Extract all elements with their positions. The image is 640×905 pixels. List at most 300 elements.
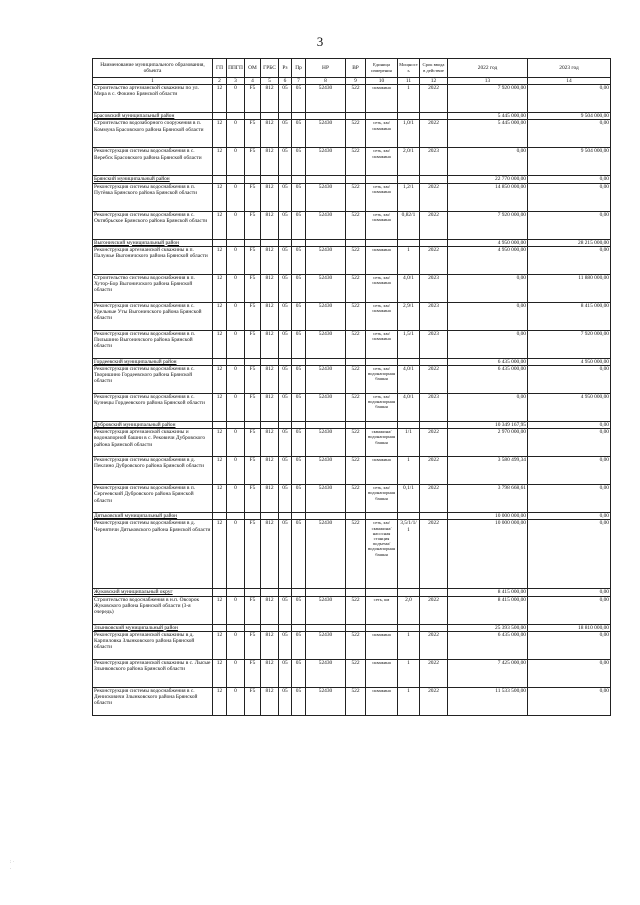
table-cell: 6 435 000,00	[448, 358, 528, 365]
table-cell: 52430	[306, 429, 346, 457]
table-cell	[292, 589, 306, 596]
table-cell: 0	[227, 394, 245, 422]
table-cell: 2022	[420, 366, 448, 394]
table-cell: 28 215 000,00	[528, 239, 611, 246]
object-name: Реконструкция системы водоснабжения в с. Веребск Брасовского района Брянской области	[93, 148, 213, 176]
table-cell: 12	[213, 148, 227, 176]
object-name: Строительство системы водоснабжения в п. Хутор-Бор Выгоничского района Брянской области	[93, 274, 213, 302]
table-cell: 1,0/1	[398, 120, 420, 148]
table-cell: 52430	[306, 85, 346, 113]
table-cell	[346, 358, 366, 365]
column-number: 7	[292, 78, 306, 85]
table-cell: 522	[346, 631, 366, 659]
table-cell	[245, 422, 261, 429]
table-cell: 812	[261, 274, 279, 302]
table-cell: скважина/водонапорная башня	[366, 429, 398, 457]
object-name: Реконструкция системы водоснабжения в с. Творишино Гордеевского района Брянской области	[93, 366, 213, 394]
table-cell: 8 415 000,00	[448, 589, 528, 596]
table-cell: 52430	[306, 659, 346, 687]
table-cell: 05	[292, 330, 306, 358]
table-cell: 52430	[306, 330, 346, 358]
table-cell: 4 950 000,00	[448, 239, 528, 246]
table-cell: 0,1/1	[398, 485, 420, 513]
table-cell: 2022	[420, 429, 448, 457]
table-cell: 52430	[306, 394, 346, 422]
table-cell: 10 000 000,00	[448, 513, 528, 520]
table-cell: 12	[213, 429, 227, 457]
table-cell: 52430	[306, 274, 346, 302]
district-row	[93, 113, 611, 120]
table-cell: 12	[213, 485, 227, 513]
table-cell: 812	[261, 631, 279, 659]
table-cell	[261, 589, 279, 596]
column-header: Наименование муниципального образования, объекта	[93, 59, 213, 78]
table-cell: 05	[279, 520, 292, 589]
table-cell: 05	[279, 302, 292, 330]
table-cell: 05	[292, 148, 306, 176]
table-row	[93, 302, 611, 330]
column-header: ГП	[213, 59, 227, 78]
table-cell	[346, 113, 366, 120]
table-cell: 522	[346, 366, 366, 394]
table-row	[93, 330, 611, 358]
column-number: 8	[306, 78, 346, 85]
table-cell: 0	[227, 520, 245, 589]
table-cell: 11 880 000,00	[528, 274, 611, 302]
table-cell: 4,0/1	[398, 394, 420, 422]
table-cell: 0,00	[448, 302, 528, 330]
table-cell: сеть, км	[366, 596, 398, 624]
district-row	[93, 239, 611, 246]
table-cell: 0	[227, 274, 245, 302]
table-cell: 812	[261, 211, 279, 239]
table-cell: сеть, км/водонапорная башня	[366, 485, 398, 513]
table-cell: F5	[245, 520, 261, 589]
table-cell: 52430	[306, 520, 346, 589]
table-cell: 12	[213, 85, 227, 113]
table-cell	[213, 422, 227, 429]
table-cell: 12	[213, 330, 227, 358]
table-row	[93, 520, 611, 589]
table-cell: сеть, км/скважина	[366, 183, 398, 211]
table-cell: 12	[213, 596, 227, 624]
table-cell: 812	[261, 120, 279, 148]
column-number: 1	[93, 78, 213, 85]
table-cell: 1	[398, 246, 420, 274]
table-cell: 05	[292, 246, 306, 274]
table-cell: 1	[398, 687, 420, 715]
table-cell: 12	[213, 302, 227, 330]
table-cell: сеть, км/скважина	[366, 302, 398, 330]
table-cell: 5 445 000,00	[448, 120, 528, 148]
table-cell: сеть, км/скважина	[366, 120, 398, 148]
table-cell: 812	[261, 246, 279, 274]
table-cell	[261, 176, 279, 183]
table-cell: 0	[227, 631, 245, 659]
table-cell: 0,00	[528, 366, 611, 394]
table-cell: 8 415 000,00	[528, 302, 611, 330]
table-cell: 12	[213, 366, 227, 394]
table-cell	[227, 513, 245, 520]
table-cell: F5	[245, 183, 261, 211]
table-cell: 25 393 500,00	[448, 624, 528, 631]
table-cell: 10 000 000,00	[448, 520, 528, 589]
object-name: Реконструкция артезианской скважины в п. Палужье Выгоничского района Брянской области	[93, 246, 213, 274]
table-row	[93, 274, 611, 302]
table-cell: 05	[279, 659, 292, 687]
table-cell: 2022	[420, 120, 448, 148]
table-cell: 52430	[306, 457, 346, 485]
table-cell	[245, 113, 261, 120]
table-cell: скважина	[366, 85, 398, 113]
table-cell: 0	[227, 148, 245, 176]
table-cell	[261, 513, 279, 520]
district-row	[93, 176, 611, 183]
column-number: 4	[245, 78, 261, 85]
table-cell: 14 850 000,00	[448, 183, 528, 211]
table-cell	[306, 589, 346, 596]
table-cell: 05	[279, 631, 292, 659]
table-cell: 1	[398, 659, 420, 687]
table-cell: 52430	[306, 366, 346, 394]
column-number: 9	[346, 78, 366, 85]
table-cell	[261, 113, 279, 120]
column-number: 3	[227, 78, 245, 85]
table-cell: 12	[213, 394, 227, 422]
table-cell: скважина	[366, 457, 398, 485]
table-cell: 05	[279, 85, 292, 113]
district-name: Гордеевский муниципальный район	[93, 358, 213, 365]
object-name: Реконструкция системы водоснабжения в с. Октябрьское Брянского района Брянской области	[93, 211, 213, 239]
table-cell	[366, 113, 398, 120]
object-name: Строительство артезианской скважины по ул. Мира в с. Фокино Брянской области	[93, 85, 213, 113]
table-cell: 05	[292, 120, 306, 148]
table-body	[93, 85, 611, 716]
table-cell: 05	[279, 429, 292, 457]
table-cell: 12	[213, 183, 227, 211]
table-cell: 2023	[420, 274, 448, 302]
table-cell	[245, 358, 261, 365]
table-cell	[366, 589, 398, 596]
table-cell: 0,00	[528, 120, 611, 148]
table-cell	[420, 624, 448, 631]
table-cell: 05	[292, 302, 306, 330]
table-cell	[227, 422, 245, 429]
table-cell: 2023	[420, 394, 448, 422]
table-cell	[346, 589, 366, 596]
table-cell: 18 810 000,00	[528, 624, 611, 631]
table-cell	[398, 513, 420, 520]
table-header	[93, 59, 611, 85]
table-cell: F5	[245, 366, 261, 394]
table-cell: 812	[261, 330, 279, 358]
column-header: Рз	[279, 59, 292, 78]
table-cell: 812	[261, 520, 279, 589]
column-number: 12	[420, 78, 448, 85]
column-number: 14	[528, 78, 611, 85]
table-cell: 522	[346, 302, 366, 330]
column-number: 6	[279, 78, 292, 85]
table-cell: 3,5/1/1/1	[398, 520, 420, 589]
table-row	[93, 457, 611, 485]
table-cell: 812	[261, 302, 279, 330]
table-cell	[213, 624, 227, 631]
table-cell	[306, 422, 346, 429]
district-row	[93, 358, 611, 365]
table-cell: 1	[398, 85, 420, 113]
table-cell	[420, 176, 448, 183]
table-cell: 812	[261, 366, 279, 394]
table-cell: 812	[261, 183, 279, 211]
table-cell: 522	[346, 211, 366, 239]
table-cell: 7 920 000,00	[448, 85, 528, 113]
table-cell: 812	[261, 659, 279, 687]
table-cell: 12	[213, 246, 227, 274]
table-cell	[227, 589, 245, 596]
table-cell: 0,00	[528, 513, 611, 520]
table-cell: 52430	[306, 596, 346, 624]
table-cell: F5	[245, 631, 261, 659]
table-cell	[346, 624, 366, 631]
table-cell: 12	[213, 457, 227, 485]
table-cell: 2022	[420, 631, 448, 659]
table-cell	[279, 422, 292, 429]
table-cell: 05	[292, 687, 306, 715]
table-cell	[398, 239, 420, 246]
table-cell	[227, 358, 245, 365]
table-cell: 0	[227, 85, 245, 113]
table-cell: 0,00	[528, 485, 611, 513]
table-cell	[213, 113, 227, 120]
table-cell: 522	[346, 520, 366, 589]
object-name: Реконструкция системы водоснабжения в п. Путёвка Брянского района Брянской области	[93, 183, 213, 211]
table-cell: 12	[213, 211, 227, 239]
budget-table	[92, 58, 611, 716]
table-cell: F5	[245, 485, 261, 513]
table-cell	[420, 113, 448, 120]
table-cell: 05	[279, 183, 292, 211]
table-cell: 52430	[306, 631, 346, 659]
table-cell: 0,00	[528, 85, 611, 113]
table-cell: скважина	[366, 659, 398, 687]
column-number: 2	[213, 78, 227, 85]
table-row	[93, 148, 611, 176]
table-cell: 812	[261, 687, 279, 715]
table-cell: 1/1	[398, 429, 420, 457]
object-name: Реконструкция системы водоснабжения в с. Денисковичи Злынковского района Брянской области	[93, 687, 213, 715]
column-header: 2022 год	[448, 59, 528, 78]
table-cell	[245, 176, 261, 183]
table-cell	[245, 589, 261, 596]
table-cell: 522	[346, 394, 366, 422]
district-name: Злынковский муниципальный район	[93, 624, 213, 631]
table-cell: 0,00	[528, 183, 611, 211]
table-cell: 6 435 000,00	[448, 631, 528, 659]
table-cell: 522	[346, 457, 366, 485]
table-cell: 05	[279, 120, 292, 148]
table-cell	[213, 358, 227, 365]
table-cell: 05	[292, 394, 306, 422]
table-row	[93, 596, 611, 624]
table-cell	[279, 358, 292, 365]
table-cell	[261, 624, 279, 631]
column-header: ППГП	[227, 59, 245, 78]
table-cell: 05	[292, 659, 306, 687]
table-cell: сеть, км/скважина	[366, 148, 398, 176]
table-cell: F5	[245, 330, 261, 358]
table-cell: 2,0/1	[398, 148, 420, 176]
scan-margin-marks: : · .	[10, 860, 15, 871]
table-cell: 52430	[306, 183, 346, 211]
table-cell: 12	[213, 631, 227, 659]
table-cell: 9 504 000,00	[528, 148, 611, 176]
table-cell: 0	[227, 429, 245, 457]
table-cell: 05	[279, 246, 292, 274]
table-cell	[227, 239, 245, 246]
table-cell: 0,00	[528, 429, 611, 457]
table-cell: 05	[292, 485, 306, 513]
table-cell: 4 950 000,00	[448, 246, 528, 274]
table-cell: 0	[227, 302, 245, 330]
table-cell: 522	[346, 330, 366, 358]
table-cell: скважина	[366, 687, 398, 715]
table-cell: 4 950 000,00	[528, 394, 611, 422]
table-row	[93, 485, 611, 513]
table-cell: сеть, км/скважина	[366, 330, 398, 358]
table-cell	[366, 239, 398, 246]
column-header: Единица измерения	[366, 59, 398, 78]
table-cell	[279, 624, 292, 631]
table-cell	[420, 358, 448, 365]
table-cell: 11 533 500,00	[448, 687, 528, 715]
table-cell: 4,0/1	[398, 274, 420, 302]
table-cell	[261, 422, 279, 429]
table-cell	[366, 513, 398, 520]
district-row	[93, 513, 611, 520]
table-cell: 0,00	[528, 596, 611, 624]
table-cell: 0,00	[528, 659, 611, 687]
table-cell: 522	[346, 659, 366, 687]
table-cell	[398, 589, 420, 596]
object-name: Реконструкция системы водоснабжения в д. Чернятичи Дятьковского района Брянской области	[93, 520, 213, 589]
table-cell	[306, 113, 346, 120]
table-cell: F5	[245, 659, 261, 687]
table-cell: 522	[346, 148, 366, 176]
column-header: 2023 год	[528, 59, 611, 78]
table-cell: 2022	[420, 520, 448, 589]
table-cell: 0,00	[448, 148, 528, 176]
table-cell: сеть, км/скважина	[366, 274, 398, 302]
table-cell: 4 950 000,00	[528, 358, 611, 365]
table-cell: 0,00	[528, 687, 611, 715]
table-cell	[398, 113, 420, 120]
column-header: Мощность	[398, 59, 420, 78]
table-cell: F5	[245, 246, 261, 274]
table-cell: 05	[279, 148, 292, 176]
table-cell	[292, 239, 306, 246]
district-name: Дятьковский муниципальный район	[93, 513, 213, 520]
column-number: 11	[398, 78, 420, 85]
column-header: НР	[306, 59, 346, 78]
table-cell: 522	[346, 429, 366, 457]
table-cell	[398, 358, 420, 365]
table-cell: 2023	[420, 148, 448, 176]
table-cell	[366, 624, 398, 631]
table-cell: 2,9/1	[398, 302, 420, 330]
table-row	[93, 429, 611, 457]
table-cell: 52430	[306, 120, 346, 148]
table-cell: 1,2/1	[398, 183, 420, 211]
district-name: Жуковский муниципальный округ	[93, 589, 213, 596]
table-cell: 52430	[306, 687, 346, 715]
table-cell	[346, 176, 366, 183]
table-row	[93, 631, 611, 659]
table-cell: 2023	[420, 330, 448, 358]
table-cell	[346, 422, 366, 429]
table-cell: 0,00	[528, 176, 611, 183]
object-name: Строительство водоснабжения в н.п. Овсорок Жуковского района Брянской области (3-я очередь)	[93, 596, 213, 624]
table-cell: 0	[227, 596, 245, 624]
table-cell: 0	[227, 246, 245, 274]
table-cell	[292, 176, 306, 183]
object-name: Реконструкция артезианской скважины в д. Карпиловка Злынковского района Брянской области	[93, 631, 213, 659]
object-name: Строительство водозаборного сооружения в п. Коммуна Брасовского района Брянской области	[93, 120, 213, 148]
column-header: Пр	[292, 59, 306, 78]
table-cell	[398, 422, 420, 429]
table-cell: скважина	[366, 246, 398, 274]
table-cell: 0	[227, 366, 245, 394]
table-cell: 05	[279, 274, 292, 302]
table-cell	[306, 624, 346, 631]
table-cell: 12	[213, 120, 227, 148]
district-row	[93, 422, 611, 429]
table-cell: 52430	[306, 211, 346, 239]
table-cell	[346, 239, 366, 246]
table-cell: 812	[261, 429, 279, 457]
table-cell: F5	[245, 596, 261, 624]
table-cell: 0	[227, 485, 245, 513]
table-cell: 05	[279, 366, 292, 394]
table-cell: F5	[245, 302, 261, 330]
table-cell	[279, 113, 292, 120]
table-cell: 1	[398, 457, 420, 485]
object-name: Реконструкция системы водоснабжения в п. Пильшино Выгоничского района Брянской области	[93, 330, 213, 358]
table-cell: 522	[346, 246, 366, 274]
table-cell: 812	[261, 485, 279, 513]
table-cell: 05	[279, 211, 292, 239]
table-cell	[398, 176, 420, 183]
table-cell	[213, 239, 227, 246]
table-row	[93, 246, 611, 274]
table-cell: 7 425 000,00	[448, 659, 528, 687]
table-cell: 0,82/1	[398, 211, 420, 239]
table-row	[93, 183, 611, 211]
table-cell: сеть, км/водонапорная башня	[366, 366, 398, 394]
object-name: Реконструкция системы водоснабжения в д. Пеклино Дубровского района Брянской области	[93, 457, 213, 485]
table-cell: 2023	[420, 302, 448, 330]
table-cell	[245, 239, 261, 246]
table-cell: 0,00	[528, 631, 611, 659]
object-name: Реконструкция системы водоснабжения в с. Кузнецы Гордеевского района Брянской области	[93, 394, 213, 422]
table-cell	[346, 513, 366, 520]
table-cell: 2022	[420, 485, 448, 513]
district-name: Брасовский муниципальный район	[93, 113, 213, 120]
table-cell: 05	[292, 211, 306, 239]
object-name: Реконструкция системы водоснабжения в п. Сергеевский Дубровского района Брянской области	[93, 485, 213, 513]
table-cell	[279, 513, 292, 520]
table-cell: F5	[245, 148, 261, 176]
district-name: Дубровский муниципальный район	[93, 422, 213, 429]
